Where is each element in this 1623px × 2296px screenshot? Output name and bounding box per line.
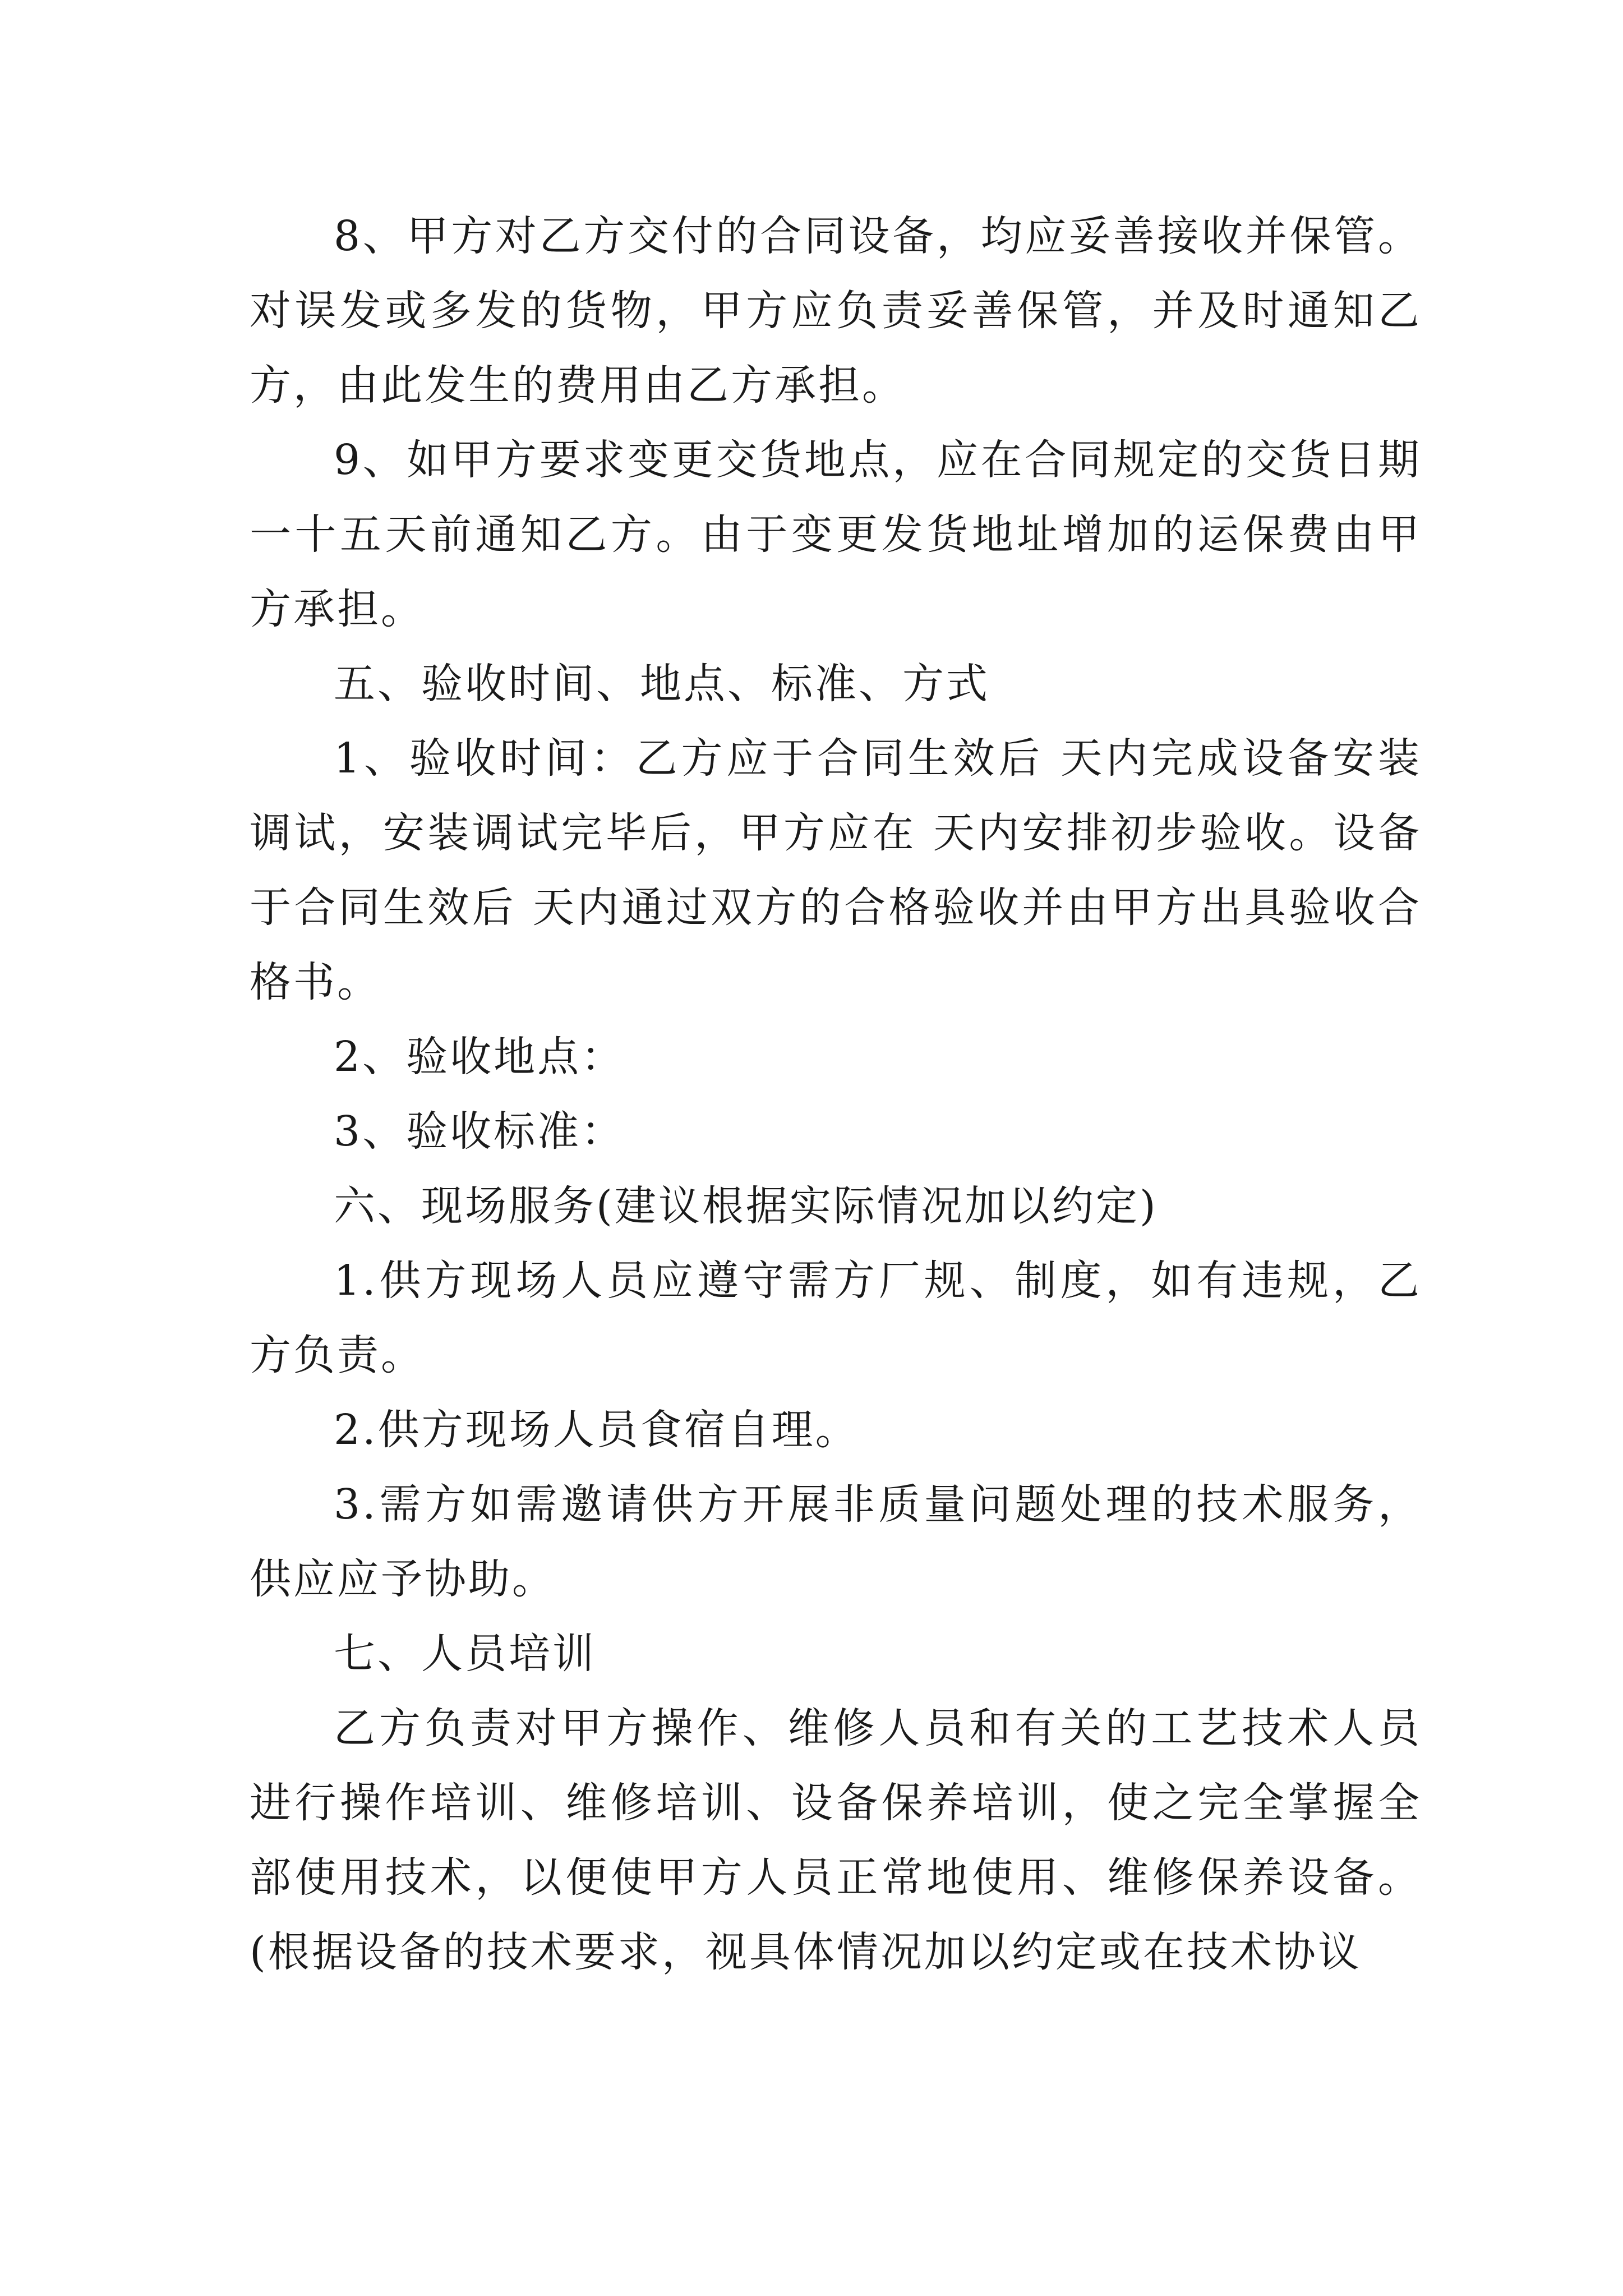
acceptance-location-paragraph: 2、验收地点： <box>334 1033 625 1081</box>
acceptance-standard-paragraph: 3、验收标准： <box>334 1107 625 1156</box>
section-5-heading: 五、验收时间、地点、标准、方式 <box>334 660 990 708</box>
training-paragraph: 乙方负责对甲方操作、维修人员和有关的工艺技术人员进行操作培训、维修培训、设备保养培训，使之完全掌握全部使用技术，以便使甲方人员正常地使用、维修保养设备。(根据设备的技术要求，视具体情况加以约定或在技术协议 <box>250 1704 1422 1976</box>
section-6-heading: 六、现场服务(建议根据实际情况加以约定) <box>334 1182 1158 1230</box>
clause-8-paragraph: 8、甲方对乙方交付的合同设备，均应妥善接收并保管。对误发或多发的货物，甲方应负责妥善保管，并及时通知乙方，由此发生的费用由乙方承担。 <box>250 212 1422 409</box>
section-7-heading: 七、人员培训 <box>334 1630 596 1678</box>
onsite-service-item-2: 2.供方现场人员食宿自理。 <box>334 1406 859 1454</box>
acceptance-time-paragraph: 1、验收时间：乙方应于合同生效后 天内完成设备安装调试，安装调试完毕后，甲方应在 天内安排初步验收。设备于合同生效后 天内通过双方的合格验收并由甲方出具验收合格书。 <box>250 734 1422 1006</box>
document-body <box>250 199 1422 1990</box>
clause-9-paragraph: 9、如甲方要求变更交货地点，应在合同规定的交货日期一十五天前通知乙方。由于变更发货地址增加的运保费由甲方承担。 <box>250 436 1422 633</box>
onsite-service-item-1: 1.供方现场人员应遵守需方厂规、制度，如有违规，乙方负责。 <box>250 1257 1422 1379</box>
onsite-service-item-3: 3.需方如需邀请供方开展非质量问题处理的技术服务，供应应予协助。 <box>250 1480 1422 1603</box>
